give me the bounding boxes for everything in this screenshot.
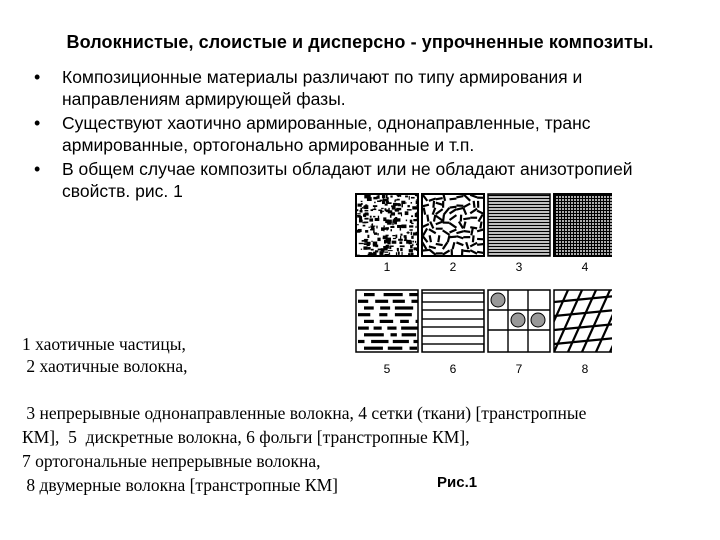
slide-title: Волокнистые, слоистые и дисперсно - упрочненные композиты. [66, 32, 654, 52]
figure-panel-number: 2 [449, 260, 457, 274]
figure-panel-5 [356, 290, 432, 352]
figure-panel-number: 4 [581, 260, 589, 274]
figure-panel-3 [488, 194, 550, 256]
figure-panel-number: 8 [581, 362, 589, 376]
figure-panel-number: 5 [383, 362, 391, 376]
figure-caption: Рис.1 [437, 474, 478, 491]
bullet-item [34, 112, 684, 156]
composite-types-figure [350, 190, 612, 390]
figure-panel-1 [356, 194, 422, 259]
figure-panel-4 [554, 194, 612, 256]
figure-panel-number: 6 [449, 362, 457, 376]
legend-intro: 1 хаотичные частицы, 2 хаотичные волокна, [22, 334, 188, 376]
figure-panel-7 [488, 290, 550, 352]
bullet-text: Существуют хаотично армированные, однонаправленные, транс армированные, ортогонально армированные и т.п. [62, 113, 591, 155]
figure-panel-6 [422, 290, 484, 353]
bullet-marker: • [34, 113, 41, 133]
bullet-text: В общем случае композиты обладают или не обладают анизотропией свойств. рис. 1 [62, 159, 633, 201]
figure-panel-number: 7 [515, 362, 523, 376]
bullet-list [34, 66, 684, 204]
bullet-text: Композиционные материалы различают по типу армирования и направлениям армирующей фазы. [62, 67, 583, 109]
figure-panel-2 [422, 194, 484, 256]
bullet-item [34, 66, 684, 110]
figure-panel-number: 3 [515, 260, 523, 274]
bullet-marker: • [34, 159, 41, 179]
bullet-marker: • [34, 67, 41, 87]
figure-panel-number: 1 [383, 260, 391, 274]
legend-details: 3 непрерывные однонаправленные волокна, 4 сетки (ткани) [транстропные КМ], 5 дискретные волокна, 6 фольги [транстропные КМ], 7 ортогональные непрерывные волокна, 8 двумерные волокна [транстропные КМ] [22, 403, 587, 495]
